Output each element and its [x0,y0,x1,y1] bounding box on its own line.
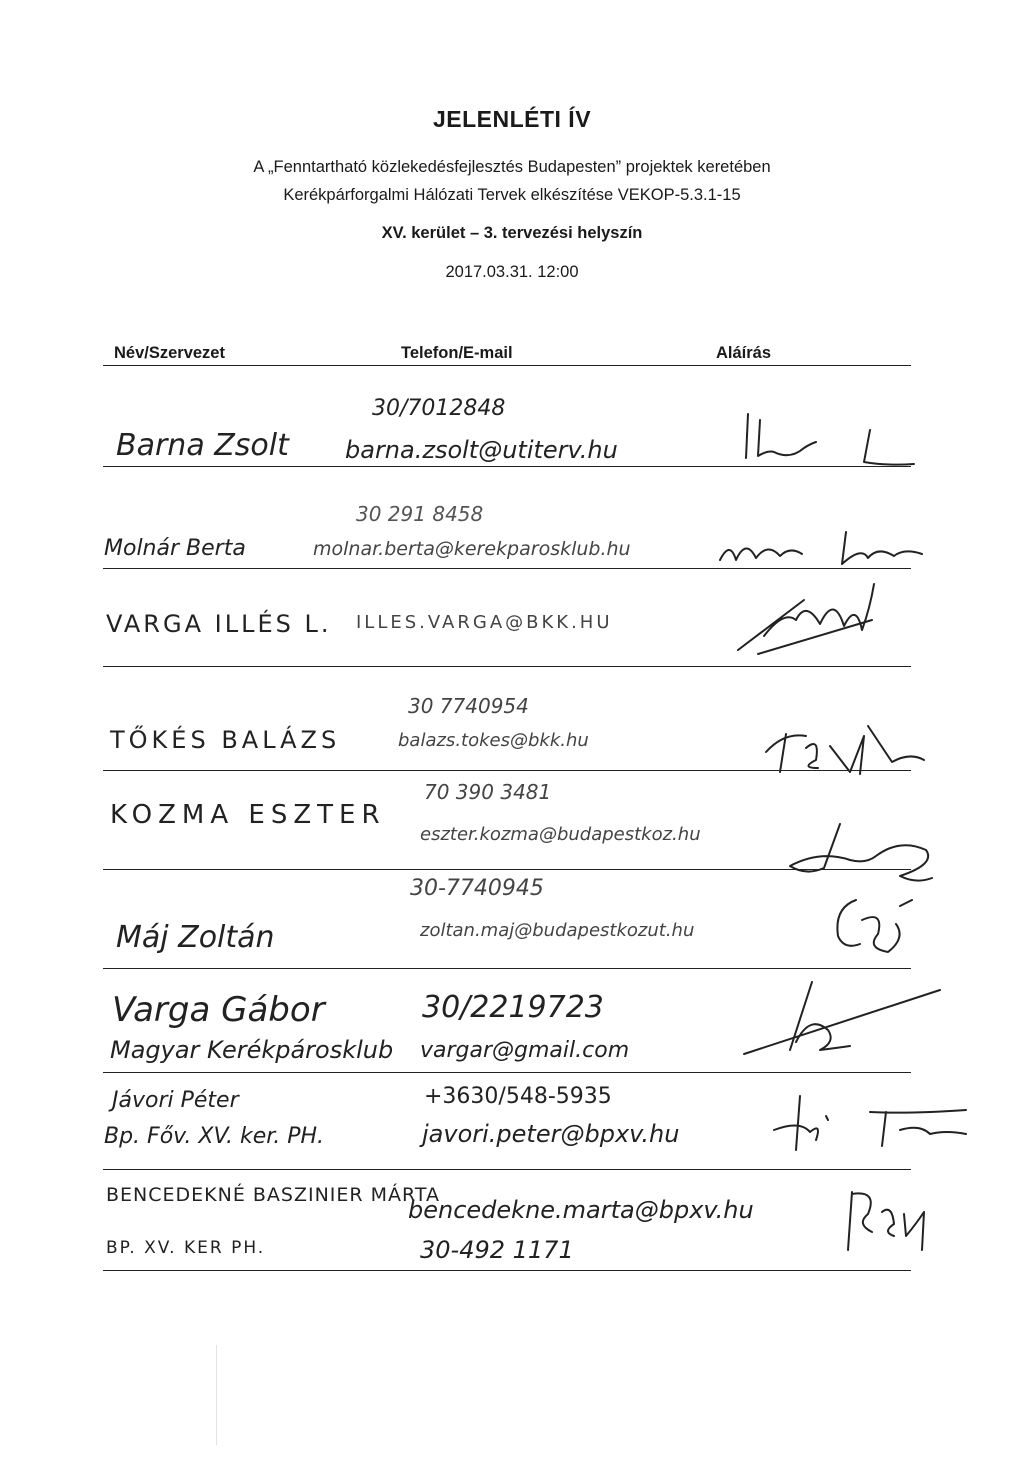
attendee-email: barna.zsolt@utiterv.hu [345,436,618,464]
attendee-phone: 30-7740945 [410,876,544,901]
attendee-email: balazs.tokes@bkk.hu [398,730,589,751]
attendee-org: Bp. Főv. XV. ker. PH. [104,1124,325,1149]
attendee-phone: 30-492 1171 [420,1236,574,1264]
row-divider [103,666,911,667]
attendee-name: BENCEDEKNÉ BASZINIER MÁRTA [106,1184,440,1206]
attendee-name: KOZMA ESZTER [110,800,386,830]
attendee-name: Barna Zsolt [116,428,289,463]
document-title: JELENLÉTI ÍV [432,106,592,132]
location-heading: XV. kerület – 3. tervezési helyszín [381,224,643,242]
handwritten-signature-icon [760,712,930,778]
project-subtitle-2: Kerékpárforgalmi Hálózati Tervek elkészítése VEKOP-5.3.1-15 [283,186,741,204]
attendee-email: bencedekne.marta@bpxv.hu [408,1196,754,1224]
handwritten-signature-icon [716,520,926,572]
meeting-datetime: 2017.03.31. 12:00 [445,263,579,281]
attendee-email: javori.peter@bpxv.hu [422,1120,680,1148]
row-divider [103,1169,911,1170]
attendee-phone: 30 291 8458 [356,502,484,526]
attendee-name: TŐKÉS BALÁZS [110,726,341,754]
attendee-name: VARGA ILLÉS L. [106,610,332,638]
page-margin-line [216,1345,217,1445]
handwritten-signature-icon [826,890,922,962]
attendee-name: Varga Gábor [112,990,325,1030]
attendee-name: Máj Zoltán [116,920,275,955]
attendee-email: molnar.berta@kerekparosklub.hu [313,538,631,560]
row-divider [103,968,911,969]
column-header-name: Név/Szervezet [114,344,225,362]
handwritten-signature-icon [738,400,918,472]
column-header-signature: Aláírás [716,344,772,362]
handwritten-signature-icon [734,580,884,658]
attendee-name: Jávori Péter [112,1088,239,1113]
row-divider [103,1072,911,1073]
project-subtitle: A „Fenntartható közlekedésfejlesztés Budapesten” projektek keretében [253,158,771,176]
column-header-contact: Telefon/E-mail [401,344,513,362]
attendee-phone: +3630/548-5935 [424,1084,612,1109]
handwritten-signature-icon [842,1184,932,1256]
attendee-email: eszter.kozma@budapestkoz.hu [420,824,701,845]
attendee-org: Magyar Kerékpárosklub [110,1036,394,1064]
header-rule [103,365,911,366]
attendee-phone: 30 7740954 [408,694,529,718]
attendee-phone: 30/2219723 [422,990,604,1025]
attendee-org: BP. XV. KER PH. [106,1238,266,1258]
handwritten-signature-icon [780,816,940,890]
handwritten-signature-icon [770,1090,970,1156]
attendee-email: zoltan.maj@budapestkozut.hu [420,920,695,941]
handwritten-signature-icon [740,970,950,1060]
row-divider [103,1270,911,1271]
attendee-email: ILLES.VARGA@BKK.HU [356,612,613,633]
attendee-email: vargar@gmail.com [420,1038,630,1063]
attendee-phone: 30/7012848 [372,396,506,421]
attendee-phone: 70 390 3481 [424,780,552,804]
attendee-name: Molnár Berta [104,536,246,561]
